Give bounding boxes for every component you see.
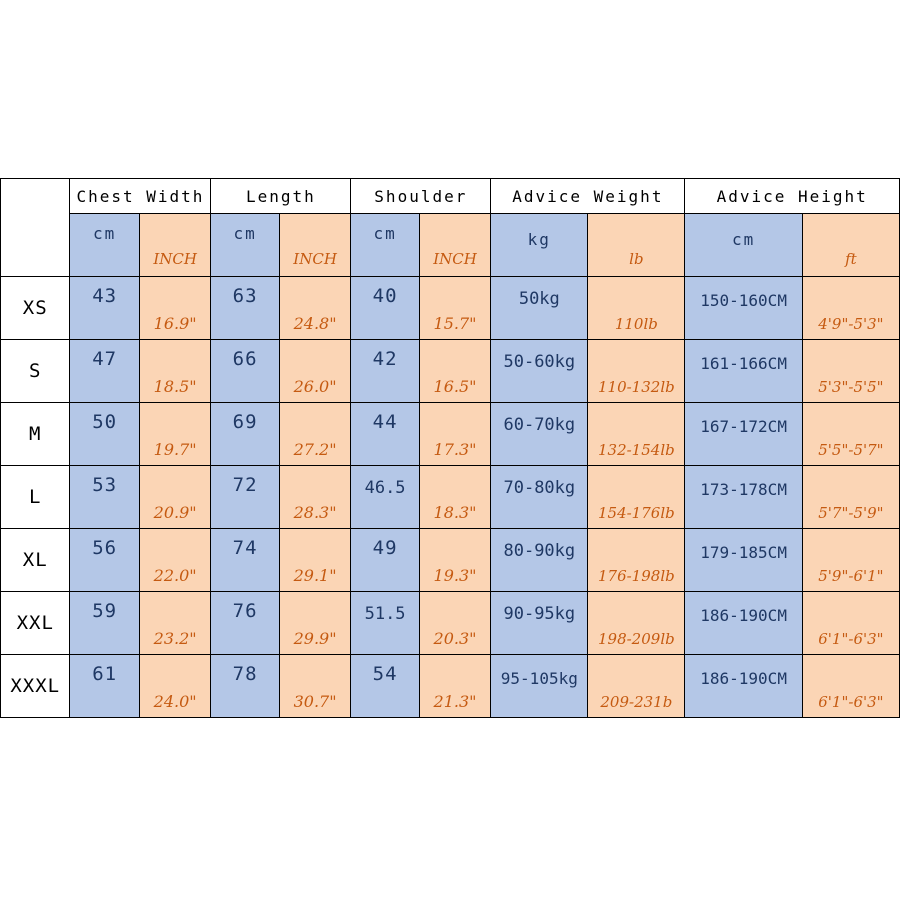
row-size-label: L xyxy=(1,466,70,529)
cell-shoulder-cm: 46.5 xyxy=(351,466,419,529)
cell-shoulder-cm: 42 xyxy=(351,340,419,403)
cell-weight-lb: 198-209lb xyxy=(588,592,685,655)
row-size-label: XS xyxy=(1,277,70,340)
cell-chest-cm: 47 xyxy=(70,340,139,403)
group-header-advice-height: Advice Height xyxy=(685,179,900,214)
table-body xyxy=(1,277,900,718)
cell-weight-kg: 90-95kg xyxy=(491,592,588,655)
cell-weight-kg: 60-70kg xyxy=(491,403,588,466)
cell-height-cm: 173-178CM xyxy=(685,466,802,529)
cell-height-cm: 186-190CM xyxy=(685,655,802,718)
cell-height-ft: 5'5"-5'7" xyxy=(802,403,899,466)
cell-height-ft: 5'9"-6'1" xyxy=(802,529,899,592)
cell-chest-cm: 56 xyxy=(70,529,139,592)
cell-length-cm: 63 xyxy=(211,277,279,340)
cell-shoulder-cm: 51.5 xyxy=(351,592,419,655)
row-size-label: XL xyxy=(1,529,70,592)
cell-length-cm: 76 xyxy=(211,592,279,655)
unit-header-chest-cm: cm xyxy=(70,214,139,277)
cell-height-cm: 161-166CM xyxy=(685,340,802,403)
row-size-label: M xyxy=(1,403,70,466)
cell-height-cm: 167-172CM xyxy=(685,403,802,466)
cell-chest-inch: 24.0" xyxy=(139,655,211,718)
cell-length-inch: 24.8" xyxy=(279,277,351,340)
unit-header-length-cm: cm xyxy=(211,214,279,277)
cell-shoulder-inch: 17.3" xyxy=(419,403,491,466)
cell-shoulder-cm: 40 xyxy=(351,277,419,340)
cell-chest-inch: 18.5" xyxy=(139,340,211,403)
cell-length-inch: 29.9" xyxy=(279,592,351,655)
cell-shoulder-cm: 44 xyxy=(351,403,419,466)
cell-weight-lb: 176-198lb xyxy=(588,529,685,592)
cell-length-inch: 29.1" xyxy=(279,529,351,592)
unit-header-height-cm: cm xyxy=(685,214,802,277)
group-header-shoulder: Shoulder xyxy=(351,179,491,214)
cell-length-inch: 28.3" xyxy=(279,466,351,529)
cell-shoulder-cm: 49 xyxy=(351,529,419,592)
row-size-label: S xyxy=(1,340,70,403)
unit-header-row xyxy=(1,214,900,277)
cell-height-ft: 6'1"-6'3" xyxy=(802,592,899,655)
unit-header-weight-kg: kg xyxy=(491,214,588,277)
cell-chest-cm: 61 xyxy=(70,655,139,718)
cell-length-inch: 26.0" xyxy=(279,340,351,403)
table-row xyxy=(1,592,900,655)
cell-height-ft: 5'3"-5'5" xyxy=(802,340,899,403)
cell-length-inch: 30.7" xyxy=(279,655,351,718)
size-chart-container xyxy=(0,178,900,718)
cell-weight-lb: 209-231b xyxy=(588,655,685,718)
cell-height-ft: 6'1"-6'3" xyxy=(802,655,899,718)
table-row xyxy=(1,655,900,718)
cell-height-ft: 5'7"-5'9" xyxy=(802,466,899,529)
cell-weight-kg: 50-60kg xyxy=(491,340,588,403)
cell-shoulder-inch: 21.3" xyxy=(419,655,491,718)
group-header-chest-width: Chest Width xyxy=(70,179,211,214)
cell-weight-kg: 80-90kg xyxy=(491,529,588,592)
unit-header-length-inch: INCH xyxy=(279,214,351,277)
table-row xyxy=(1,466,900,529)
table-row xyxy=(1,403,900,466)
cell-height-ft: 4'9"-5'3" xyxy=(802,277,899,340)
cell-length-cm: 69 xyxy=(211,403,279,466)
cell-chest-cm: 50 xyxy=(70,403,139,466)
cell-shoulder-cm: 54 xyxy=(351,655,419,718)
cell-chest-inch: 19.7" xyxy=(139,403,211,466)
cell-weight-lb: 154-176lb xyxy=(588,466,685,529)
cell-weight-kg: 95-105kg xyxy=(491,655,588,718)
cell-length-cm: 78 xyxy=(211,655,279,718)
cell-weight-kg: 50kg xyxy=(491,277,588,340)
cell-weight-kg: 70-80kg xyxy=(491,466,588,529)
cell-chest-cm: 59 xyxy=(70,592,139,655)
group-header-row xyxy=(1,179,900,214)
corner-blank-cell xyxy=(1,179,70,277)
cell-chest-inch: 22.0" xyxy=(139,529,211,592)
unit-header-height-ft: ft xyxy=(802,214,899,277)
cell-length-cm: 66 xyxy=(211,340,279,403)
unit-header-chest-inch: INCH xyxy=(139,214,211,277)
table-head xyxy=(1,179,900,277)
cell-chest-inch: 16.9" xyxy=(139,277,211,340)
cell-length-inch: 27.2" xyxy=(279,403,351,466)
cell-weight-lb: 110-132lb xyxy=(588,340,685,403)
cell-chest-cm: 43 xyxy=(70,277,139,340)
group-header-length: Length xyxy=(211,179,351,214)
cell-chest-inch: 20.9" xyxy=(139,466,211,529)
size-chart-table xyxy=(0,178,900,718)
cell-shoulder-inch: 18.3" xyxy=(419,466,491,529)
table-row xyxy=(1,340,900,403)
group-header-advice-weight: Advice Weight xyxy=(491,179,685,214)
cell-height-cm: 150-160CM xyxy=(685,277,802,340)
unit-header-shoulder-cm: cm xyxy=(351,214,419,277)
cell-shoulder-inch: 15.7" xyxy=(419,277,491,340)
cell-height-cm: 179-185CM xyxy=(685,529,802,592)
cell-weight-lb: 132-154lb xyxy=(588,403,685,466)
cell-shoulder-inch: 20.3" xyxy=(419,592,491,655)
unit-header-weight-lb: lb xyxy=(588,214,685,277)
cell-height-cm: 186-190CM xyxy=(685,592,802,655)
table-row xyxy=(1,529,900,592)
cell-length-cm: 72 xyxy=(211,466,279,529)
cell-shoulder-inch: 16.5" xyxy=(419,340,491,403)
cell-chest-inch: 23.2" xyxy=(139,592,211,655)
table-row xyxy=(1,277,900,340)
cell-chest-cm: 53 xyxy=(70,466,139,529)
row-size-label: XXXL xyxy=(1,655,70,718)
unit-header-shoulder-inch: INCH xyxy=(419,214,491,277)
row-size-label: XXL xyxy=(1,592,70,655)
cell-length-cm: 74 xyxy=(211,529,279,592)
cell-weight-lb: 110lb xyxy=(588,277,685,340)
cell-shoulder-inch: 19.3" xyxy=(419,529,491,592)
